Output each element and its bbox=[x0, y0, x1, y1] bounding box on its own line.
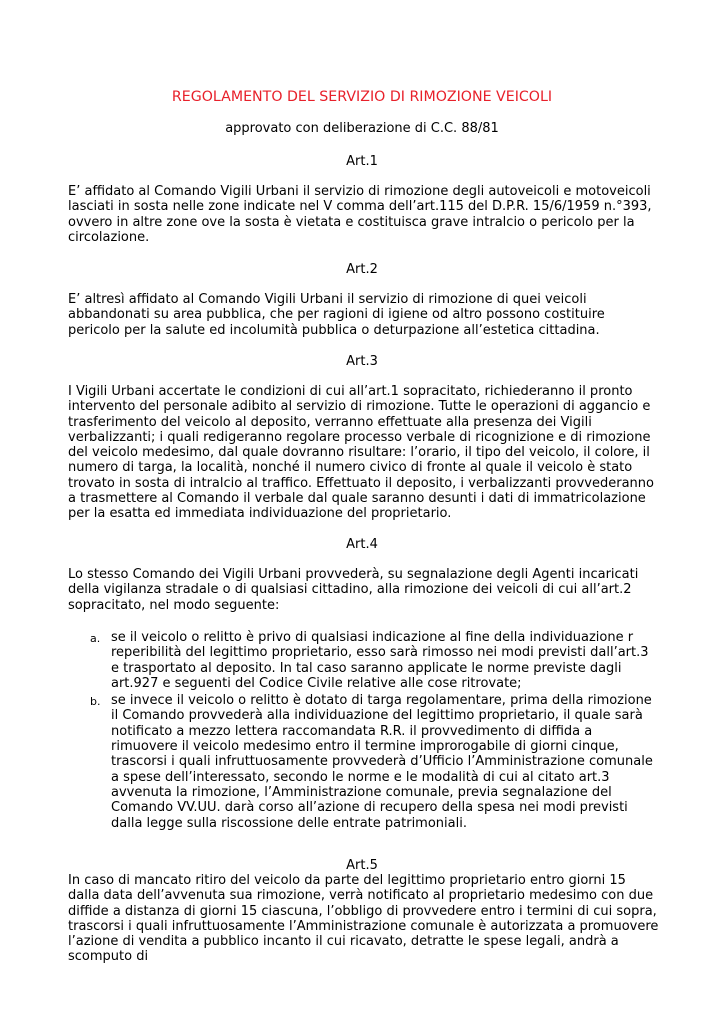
article-1-heading: Art.1 bbox=[346, 154, 378, 169]
list-item-b bbox=[68, 693, 660, 831]
list-item-b-text: se invece il veicolo o relitto è dotato di targa regolamentare, prima della rimozione il Comando provvederà alla individuazione del legittimo proprietario, il quale sarà notificato a mezzo lettera raccomandata R.R. il provvedimento di diffida a rimuovere il veicolo medesimo entro il termine improrogabile di giorni cinque, trascorsi i quali infruttuosamente provvederà d’Ufficio l’Amministrazione comunale a spese dell’interessato, secondo le norme e le modalità di cui al citato art.3 avvenuta la rimozione, l’Amministrazione comunale, previa segnalazione del Comando VV.UU. darà corso all’azione di recupero della spesa nei modi previsti dalla legge sulla riscossione delle entrate patrimoniali. bbox=[111, 693, 653, 831]
document-title: REGOLAMENTO DEL SERVIZIO DI RIMOZIONE VEICOLI bbox=[171, 89, 553, 105]
article-4-text: Lo stesso Comando dei Vigili Urbani provvederà, su segnalazione degli Agenti incaricati della vigilanza stradale o di qualsiasi cittadino, alla rimozione dei veicoli di cui all’art.2 sopracitato, nel modo seguente: bbox=[68, 567, 639, 613]
list-marker-b: b. bbox=[90, 695, 101, 709]
list-item-a bbox=[68, 630, 660, 691]
article-5-heading: Art.5 bbox=[346, 858, 378, 873]
article-4-list bbox=[68, 630, 660, 831]
list-marker-a: a. bbox=[90, 632, 101, 645]
article-3-text: I Vigili Urbani accertate le condizioni di cui all’art.1 sopracitato, richiederanno il pronto intervento del personale adibito al servizio di rimozione. Tutte le operazioni di aggancio e trasferimento del veicolo al deposito, verranno effettuate alla presenza dei Vigili verbalizzanti; i quali redigeranno regolare processo verbale di ricognizione e di rimozione del veicolo medesimo, dal quale dovranno risultare: l’orario, il tipo del veicolo, il colore, il numero di targa, la località, nonché il numero civico di fronte al quale il veicolo è stato trovato in sosta di intralcio al traffico. Effettuato il deposito, i verbalizzanti provvederanno a trasmettere al Comando il verbale dal quale saranno desunti i dati di immatricolazione per la esatta ed immediata individuazione del proprietario. bbox=[68, 384, 654, 522]
article-2-heading: Art.2 bbox=[346, 262, 378, 277]
article-1-text: E’ affidato al Comando Vigili Urbani il servizio di rimozione degli autoveicoli e motoveicoli lasciati in sosta nelle zone indicate nel V comma dell’art.115 del D.P.R. 15/6/1959 n.°393, ovvero in altre zone ove la sosta è vietata e costituisca grave intralcio o pericolo per la circolazione. bbox=[68, 184, 652, 245]
article-4-heading: Art.4 bbox=[346, 537, 378, 552]
article-2-text: E’ altresì affidato al Comando Vigili Urbani il servizio di rimozione di quei veicoli abbandonati su area pubblica, che per ragioni di igiene od altro possono costituire pericolo per la salute ed incolumità pubblica o deturpazione all’estetica cittadina. bbox=[68, 292, 605, 338]
article-3-heading: Art.3 bbox=[346, 354, 378, 369]
list-item-a-text: se il veicolo o relitto è privo di qualsiasi indicazione al fine della individuazione r reperibilità del legittimo proprietario, esso sarà rimosso nei modi previsti dall’art.3 e trasportato al deposito. In tal caso saranno applicate le norme previste dagli art.927 e seguenti del Codice Civile relative alle cose ritrovate; bbox=[111, 630, 649, 691]
document-subtitle: approvato con deliberazione di C.C. 88/81 bbox=[225, 121, 499, 136]
article-5-text: In caso di mancato ritiro del veicolo da parte del legittimo proprietario entro giorni 15 dalla data dell’avvenuta sua rimozione, verrà notificato al proprietario medesimo con due diffide a distanza di giorni 15 ciascuna, l’obbligo di provvedere entro i termini di cui sopra, trascorsi i quali infruttuosamente l’Amministrazione comunale è autorizzata a promuovere l’azione di vendita a pubblico incanto il cui ricavato, detratte le spese legali, andrà a scomputo di bbox=[68, 873, 659, 965]
